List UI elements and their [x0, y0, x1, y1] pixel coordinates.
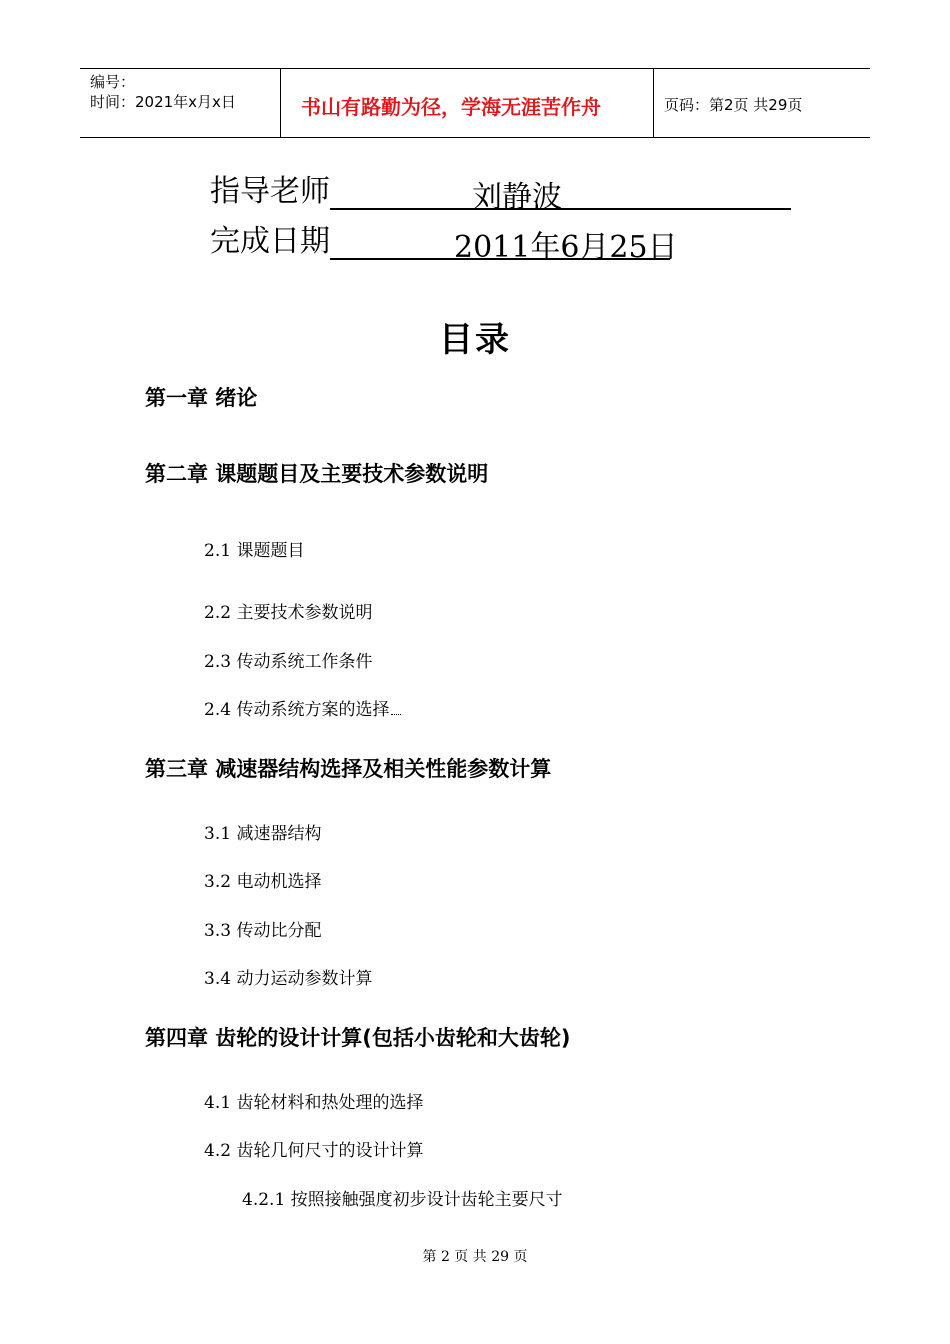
toc-section-3-2[interactable]: 3.2 电动机选择	[204, 872, 322, 892]
header-motto-cell	[281, 69, 654, 137]
toc-section-3-3[interactable]: 3.3 传动比分配	[204, 921, 322, 941]
toc-section-4-2[interactable]: 4.2 齿轮几何尺寸的设计计算	[204, 1141, 424, 1161]
toc-chapter-2[interactable]: 第二章 课题题目及主要技术参数说明	[145, 462, 489, 486]
completion-date-line	[210, 216, 678, 265]
completion-date-label: 完成日期	[210, 224, 330, 259]
header-motto: 书山有路勤为径，学海无涯苦作舟	[301, 95, 601, 119]
advisor-line	[210, 166, 791, 215]
completion-date-underline	[330, 224, 678, 265]
header-info-cell	[80, 69, 281, 137]
toc-section-4-1[interactable]: 4.1 齿轮材料和热处理的选择	[204, 1093, 424, 1113]
toc-section-2-4[interactable]	[204, 695, 401, 720]
toc-section-2-1[interactable]: 2.1 课题题目	[204, 541, 305, 561]
header-table	[80, 68, 870, 138]
completion-date-value: 2011年6月25日	[454, 230, 678, 265]
header-page-code: 页码：第2页 共29页	[664, 96, 803, 114]
advisor-name: 刘静波	[472, 180, 562, 215]
advisor-underline	[330, 174, 791, 215]
toc-leader-dots	[391, 714, 401, 715]
toc-chapter-1[interactable]: 第一章 绪论	[145, 386, 258, 410]
page-footer: 第 2 页 共 29 页	[422, 1249, 528, 1265]
toc-section-3-4[interactable]: 3.4 动力运动参数计算	[204, 969, 373, 989]
toc-section-2-2[interactable]: 2.2 主要技术参数说明	[204, 603, 373, 623]
toc-subsection-4-2-1[interactable]: 4.2.1 按照接触强度初步设计齿轮主要尺寸	[242, 1190, 563, 1210]
header-date-label: 时间：2021年x月x日	[90, 93, 236, 111]
toc-title: 目录	[439, 320, 511, 360]
toc-chapter-4[interactable]: 第四章 齿轮的设计计算(包括小齿轮和大齿轮)	[145, 1026, 571, 1050]
toc-chapter-3[interactable]: 第三章 减速器结构选择及相关性能参数计算	[145, 757, 552, 781]
toc-section-3-1[interactable]: 3.1 减速器结构	[204, 824, 322, 844]
toc-section-2-4-label: 2.4 传动系统方案的选择	[204, 700, 390, 720]
advisor-label: 指导老师	[210, 174, 330, 209]
header-number-label: 编号：	[90, 73, 136, 91]
header-page-cell	[654, 69, 870, 137]
toc-section-2-3[interactable]: 2.3 传动系统工作条件	[204, 652, 373, 672]
